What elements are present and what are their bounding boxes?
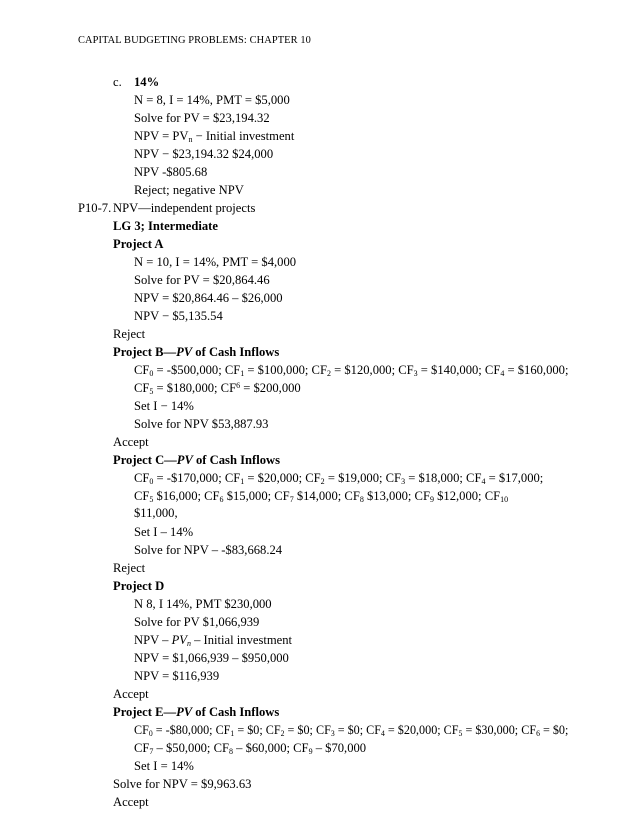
cash-flow-run: 1 xyxy=(230,729,235,738)
cash-flow-run: 3 xyxy=(401,477,406,486)
project-c-title: Project C—PV of Cash Inflows xyxy=(113,453,280,467)
cash-flow-run: 6 xyxy=(536,729,540,738)
cash-flow-run: CF xyxy=(134,489,150,503)
project-a-line-2: Solve for PV = $20,864.46 xyxy=(134,273,270,287)
cash-flow-run: = $19,000; CF xyxy=(324,471,402,485)
cash-flow-run: = $0; CF xyxy=(334,723,382,737)
cash-flow-run: = -$170,000; CF xyxy=(153,471,241,485)
part-c-label: c. xyxy=(113,75,122,89)
cash-flow-run: – $70,000 xyxy=(312,741,367,755)
part-c-line-2: Solve for PV = $23,194.32 xyxy=(134,111,270,125)
cash-flow-run: = $30,000; CF xyxy=(462,723,537,737)
cash-flow-run: 2 xyxy=(280,729,285,738)
project-b-line-2: Solve for NPV $53,887.93 xyxy=(134,417,269,431)
cash-flow-run: 2 xyxy=(320,477,325,486)
project-e-line-2: Solve for NPV = $9,963.63 xyxy=(113,777,252,791)
part-c-line-6: Reject; negative NPV xyxy=(134,183,244,197)
cash-flow-run: 5 xyxy=(458,729,463,738)
cash-flow-run: = $0; CF xyxy=(284,723,331,737)
cash-flow-run: 4 xyxy=(481,477,486,486)
cash-flow-run: 10 xyxy=(500,495,509,504)
part-c-line-4: NPV − $23,194.32 $24,000 xyxy=(134,147,274,161)
page-header: CAPITAL BUDGETING PROBLEMS: CHAPTER 10 xyxy=(78,35,311,46)
project-e-cash-flows-1 xyxy=(134,722,568,738)
cash-flow-run: = $0; CF xyxy=(234,723,281,737)
cash-flow-run: = $120,000; CF xyxy=(330,363,414,377)
project-d-line-4: NPV = $1,066,939 – $950,000 xyxy=(134,651,289,665)
cash-flow-run: = $0; xyxy=(539,723,569,737)
cash-flow-run: 8 xyxy=(359,495,364,504)
cash-flow-run: 3 xyxy=(330,729,335,738)
cash-flow-run: 1 xyxy=(240,477,245,486)
project-b-decision: Accept xyxy=(113,435,149,449)
project-e-decision: Accept xyxy=(113,795,149,809)
project-e-cash-flows-2 xyxy=(134,740,366,756)
cash-flow-run: – $60,000; CF xyxy=(232,741,309,755)
cash-flow-run: $16,000; CF xyxy=(153,489,220,503)
part-c-title: 14% xyxy=(134,75,160,89)
cash-flow-run: 1 xyxy=(240,369,245,378)
project-d-title: Project D xyxy=(113,579,165,593)
cash-flow-run: 9 xyxy=(308,747,313,756)
project-b-cash-flows-2 xyxy=(134,380,301,396)
project-e-title: Project E—PV of Cash Inflows xyxy=(113,705,280,719)
problem-title: NPV—independent projects xyxy=(113,201,256,215)
project-a-title: Project A xyxy=(113,237,164,251)
cash-flow-run: 2 xyxy=(326,369,331,378)
cash-flow-run: 9 xyxy=(429,495,434,504)
cash-flow-run: 5 xyxy=(149,387,154,396)
cash-flow-run: = -$80,000; CF xyxy=(152,723,231,737)
cash-flow-run: = -$500,000; CF xyxy=(153,363,241,377)
project-b-line-1: Set I − 14% xyxy=(134,399,194,413)
cash-flow-run: $15,000; CF xyxy=(223,489,290,503)
cash-flow-run: CF xyxy=(134,741,150,755)
project-c-decision: Reject xyxy=(113,561,146,575)
cash-flow-run: 7 xyxy=(289,495,294,504)
cash-flow-run: = $18,000; CF xyxy=(405,471,482,485)
project-a-line-1: N = 10, I = 14%, PMT = $4,000 xyxy=(134,255,297,269)
project-b-cash-flows-1 xyxy=(134,362,568,378)
cash-flow-run: 0 xyxy=(149,369,154,378)
project-e-line-1: Set I = 14% xyxy=(134,759,194,773)
cash-flow-run: 6 xyxy=(236,381,241,390)
project-b-title: Project B—PV of Cash Inflows xyxy=(113,345,280,359)
cash-flow-run: 7 xyxy=(149,747,154,756)
project-a-decision: Reject xyxy=(113,327,146,341)
cash-flow-run: 8 xyxy=(228,747,233,756)
project-d-decision: Accept xyxy=(113,687,149,701)
cash-flow-run: CF xyxy=(134,723,149,737)
problem-level: LG 3; Intermediate xyxy=(113,219,218,233)
cash-flow-run: = $140,000; CF xyxy=(417,363,501,377)
project-a-line-4: NPV − $5,135.54 xyxy=(134,309,223,323)
cash-flow-run: 0 xyxy=(148,729,153,738)
cash-flow-run: $13,000; CF xyxy=(363,489,430,503)
cash-flow-run: 3 xyxy=(413,369,418,378)
project-c-cash-flows-1 xyxy=(134,470,543,486)
project-c-cash-flows-2 xyxy=(134,488,508,504)
cash-flow-run: 4 xyxy=(381,729,385,738)
project-d-line-2: Solve for PV $1,066,939 xyxy=(134,615,260,629)
problem-number: P10-7. xyxy=(78,201,112,215)
cash-flow-run: $14,000; CF xyxy=(293,489,360,503)
project-c-line-2: Set I – 14% xyxy=(134,525,194,539)
part-c-line-3: NPV = $PV_n$ − Initial investment xyxy=(134,129,295,144)
project-d-line-3: NPV – $PV_n$ – Initial investment xyxy=(134,633,293,648)
project-d-line-5: NPV = $116,939 xyxy=(134,669,220,683)
cash-flow-run: = $160,000; xyxy=(504,363,569,377)
cash-flow-run: CF xyxy=(134,381,150,395)
project-c-line-3: Solve for NPV – -$83,668.24 xyxy=(134,543,283,557)
project-c-line-1: $11,000, xyxy=(134,506,178,520)
cash-flow-run: $12,000; CF xyxy=(433,489,501,503)
cash-flow-run: = $20,000; CF xyxy=(244,471,321,485)
cash-flow-run: CF xyxy=(134,363,150,377)
cash-flow-run: CF xyxy=(134,471,150,485)
cash-flow-run: 4 xyxy=(500,369,505,378)
part-c-line-1: N = 8, I = 14%, PMT = $5,000 xyxy=(134,93,290,107)
project-a-line-3: NPV = $20,864.46 – $26,000 xyxy=(134,291,283,305)
part-c-line-5: NPV -$805.68 xyxy=(134,165,208,179)
cash-flow-run: = $17,000; xyxy=(485,471,544,485)
cash-flow-run: 5 xyxy=(149,495,154,504)
project-d-line-1: N 8, I 14%, PMT $230,000 xyxy=(134,597,272,611)
cash-flow-run: = $200,000 xyxy=(240,381,301,395)
cash-flow-run: 6 xyxy=(219,495,224,504)
cash-flow-run: = $100,000; CF xyxy=(244,363,327,377)
cash-flow-run: 0 xyxy=(149,477,154,486)
cash-flow-run: = $20,000; CF xyxy=(384,723,459,737)
cash-flow-run: = $180,000; CF xyxy=(153,381,237,395)
cash-flow-run: – $50,000; CF xyxy=(153,741,229,755)
